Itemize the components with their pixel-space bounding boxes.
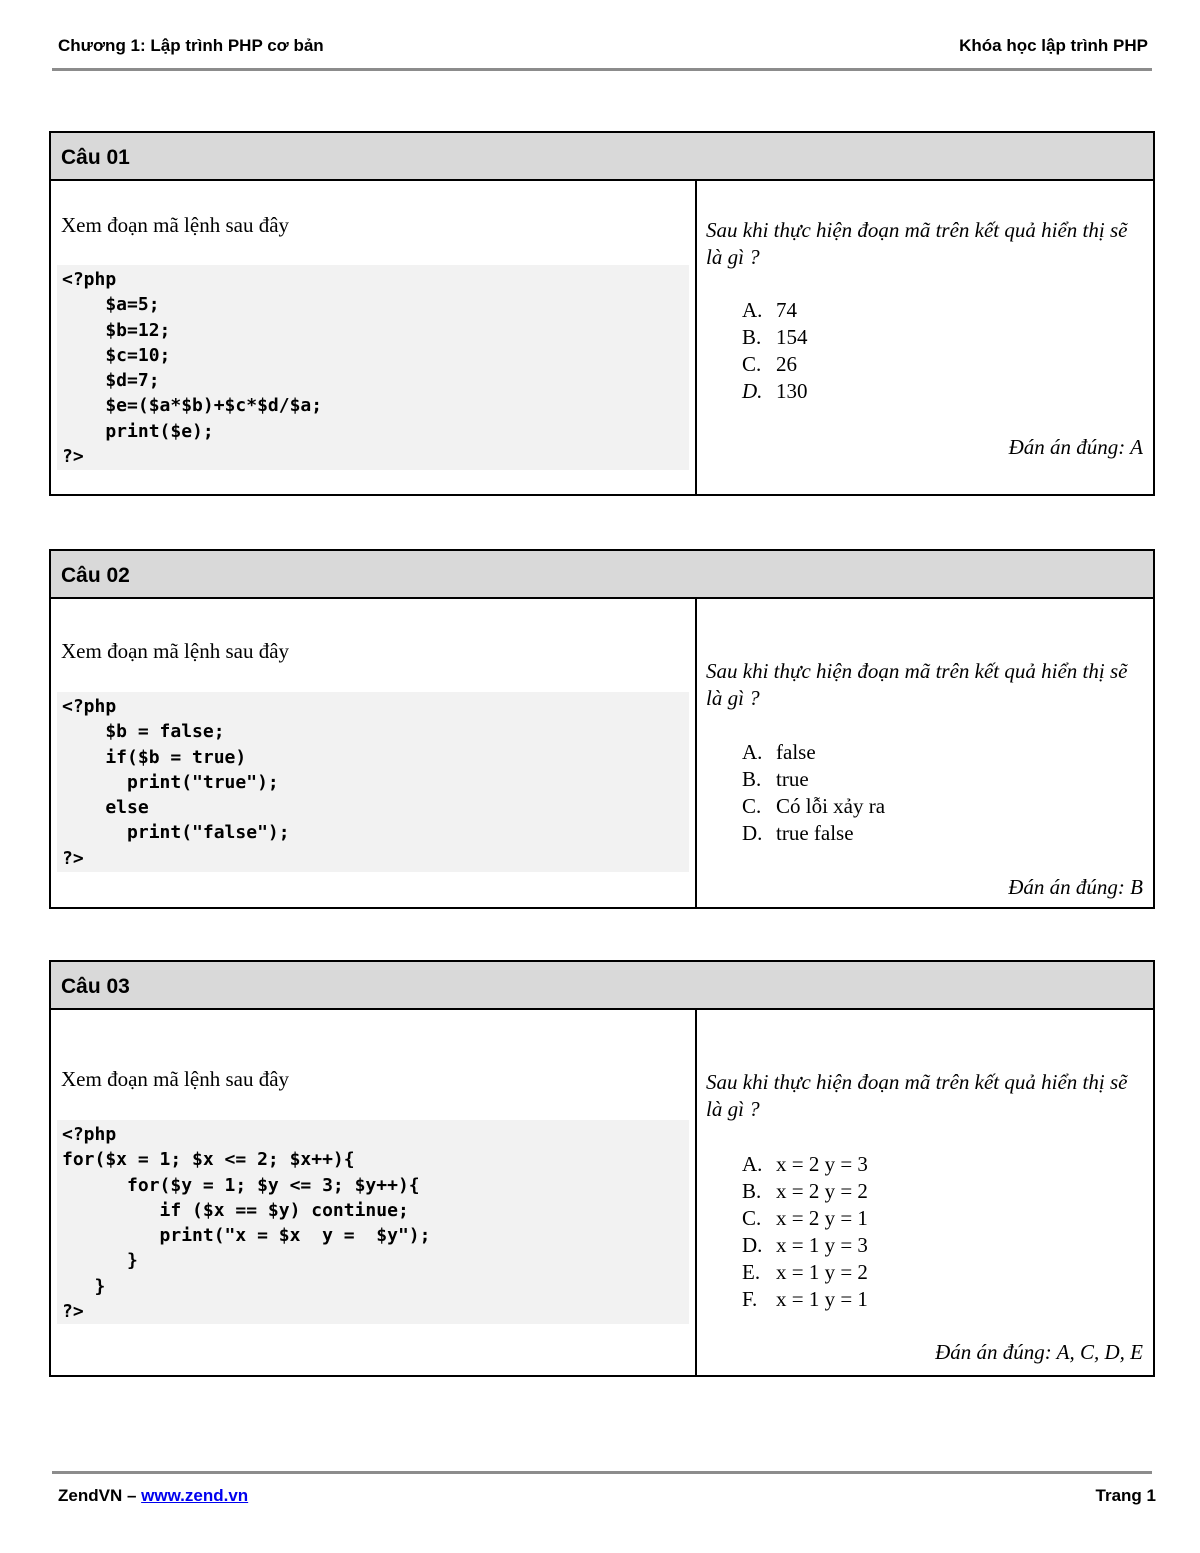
option-item: C. 26 (742, 352, 797, 376)
question-code-panel (51, 181, 697, 494)
question-code-panel (51, 1010, 697, 1375)
question-text: Sau khi thực hiện đoạn mã trên kết quả hiển thị sẽ là gì ? (706, 218, 1128, 269)
footer-rule (52, 1471, 1152, 1474)
question-answer-panel (697, 181, 1153, 494)
option-list (742, 297, 808, 405)
option-item: B. x = 2 y = 2 (742, 1179, 868, 1203)
question-title: Câu 03 (51, 962, 1153, 1010)
question-intro: Xem đoạn mã lệnh sau đây (61, 639, 290, 663)
option-item: A. 74 (742, 298, 797, 322)
page-footer (58, 1486, 1156, 1510)
code-block: <?php $b = false; if($b = true) print("true"); else print("false"); ?> (57, 692, 689, 872)
option-list (742, 1151, 868, 1313)
option-list (742, 739, 885, 847)
website-link[interactable]: www.zend.vn (141, 1486, 249, 1505)
course-title: Khóa học lập trình PHP (959, 36, 1148, 55)
code-block: <?php for($x = 1; $x <= 2; $x++){ for($y = 1; $y <= 3; $y++){ if ($x == $y) continue; print("x = $x y = $y"); } } ?> (57, 1120, 689, 1324)
correct-answer: Đán án đúng: B (1008, 875, 1143, 899)
correct-answer: Đán án đúng: A (1008, 435, 1143, 459)
question-answer-panel (697, 1010, 1153, 1375)
question-code-panel (51, 599, 697, 907)
page-number: Trang 1 (1095, 1486, 1156, 1505)
option-item: C. Có lỗi xảy ra (742, 794, 886, 818)
question-answer-panel (697, 599, 1153, 907)
question-title: Câu 02 (51, 551, 1153, 599)
option-item: A. false (742, 740, 816, 764)
option-item: D. x = 1 y = 3 (742, 1233, 868, 1257)
question-block-1 (49, 131, 1155, 496)
option-item: E. x = 1 y = 2 (742, 1260, 868, 1284)
question-text: Sau khi thực hiện đoạn mã trên kết quả hiển thị sẽ là gì ? (706, 659, 1128, 710)
correct-answer: Đán án đúng: A, C, D, E (935, 1340, 1143, 1364)
option-item: D. 130 (742, 379, 808, 403)
chapter-title: Chương 1: Lập trình PHP cơ bản (58, 36, 324, 55)
option-item: B. true (742, 767, 809, 791)
question-intro: Xem đoạn mã lệnh sau đây (61, 1067, 290, 1091)
option-item: F. x = 1 y = 1 (742, 1287, 868, 1311)
question-title: Câu 01 (51, 133, 1153, 181)
option-item: C. x = 2 y = 1 (742, 1206, 868, 1230)
option-item: D. true false (742, 821, 854, 845)
question-text: Sau khi thực hiện đoạn mã trên kết quả hiển thị sẽ là gì ? (706, 1070, 1128, 1121)
option-item: B. 154 (742, 325, 808, 349)
code-block: <?php $a=5; $b=12; $c=10; $d=7; $e=($a*$b)+$c*$d/$a; print($e); ?> (57, 265, 689, 470)
question-block-2 (49, 549, 1155, 909)
option-item: A. x = 2 y = 3 (742, 1152, 868, 1176)
footer-brand: ZendVN – www.zend.vn (58, 1486, 249, 1505)
page-header (58, 36, 1148, 62)
header-rule (52, 68, 1152, 71)
question-intro: Xem đoạn mã lệnh sau đây (61, 213, 290, 237)
question-block-3 (49, 960, 1155, 1377)
